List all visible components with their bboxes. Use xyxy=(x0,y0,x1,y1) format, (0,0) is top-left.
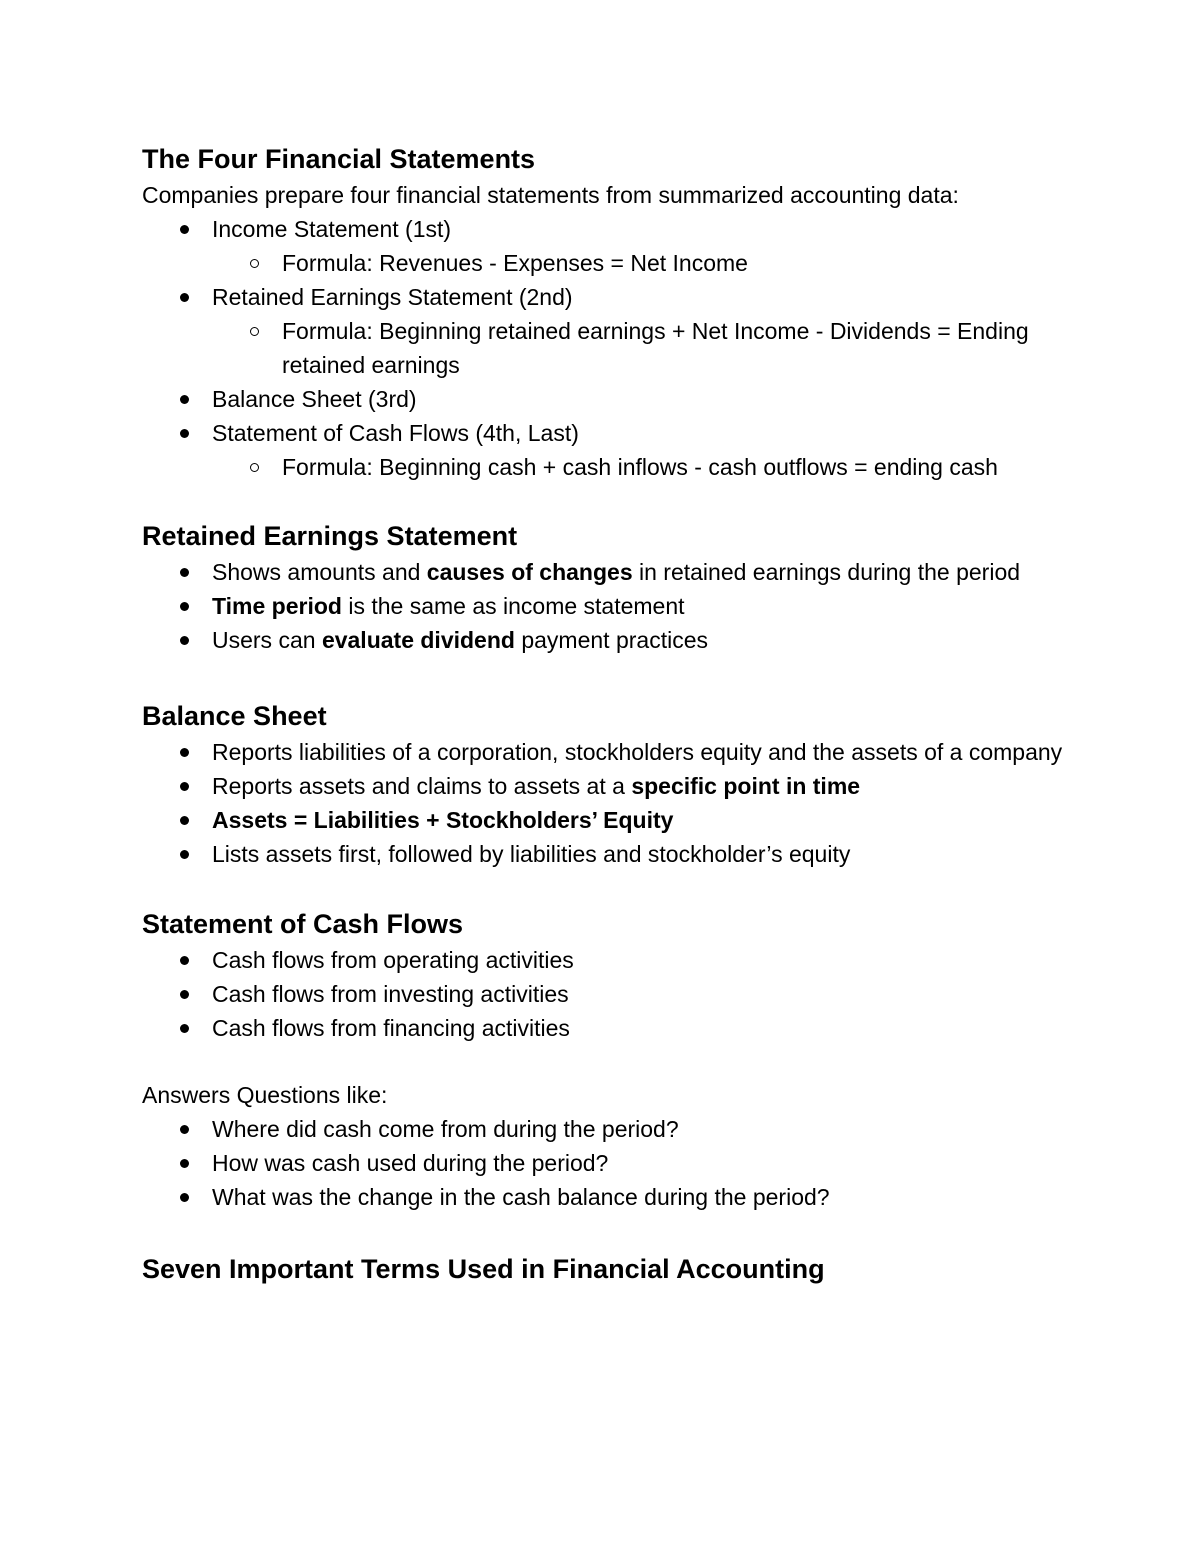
balance-sheet-list xyxy=(142,735,1072,871)
list-item: Cash flows from investing activities xyxy=(142,977,1072,1011)
list-item: Where did cash come from during the period? xyxy=(142,1112,1072,1146)
document-page xyxy=(142,140,1072,1288)
list-item: Balance Sheet (3rd) xyxy=(142,382,1072,416)
list-item: Shows amounts and causes of changes in retained earnings during the period xyxy=(142,555,1072,589)
list-item: Reports assets and claims to assets at a specific point in time xyxy=(142,769,1072,803)
questions-label: Answers Questions like: xyxy=(142,1082,388,1108)
list-item: Users can evaluate dividend payment practices xyxy=(142,623,1072,657)
list-item: Reports liabilities of a corporation, stockholders equity and the assets of a company xyxy=(142,735,1072,769)
list-item: What was the change in the cash balance during the period? xyxy=(142,1180,1072,1214)
sub-list xyxy=(212,314,1072,382)
list-item: Cash flows from operating activities xyxy=(142,943,1072,977)
list-item: Retained Earnings Statement (2nd) Formula: Beginning retained earnings + Net Income - Dividends = Ending retained earnings xyxy=(142,280,1072,382)
list-item: Assets = Liabilities + Stockholders’ Equity xyxy=(142,803,1072,837)
list-item: Cash flows from financing activities xyxy=(142,1011,1072,1045)
sub-list xyxy=(212,450,1072,484)
section-heading-retained-earnings: Retained Earnings Statement xyxy=(142,521,518,551)
list-item: How was cash used during the period? xyxy=(142,1146,1072,1180)
statements-list xyxy=(142,212,1072,484)
list-item: Income Statement (1st) Formula: Revenues - Expenses = Net Income xyxy=(142,212,1072,280)
retained-earnings-list xyxy=(142,555,1072,657)
section-heading-four-statements: The Four Financial Statements xyxy=(142,144,536,174)
list-item: Lists assets first, followed by liabilities and stockholder’s equity xyxy=(142,837,1072,871)
questions-list xyxy=(142,1112,1072,1214)
section-heading-cash-flows: Statement of Cash Flows xyxy=(142,909,464,939)
cash-flows-list xyxy=(142,943,1072,1045)
list-item: Time period is the same as income statement xyxy=(142,589,1072,623)
section-heading-balance-sheet: Balance Sheet xyxy=(142,701,327,731)
list-item: Statement of Cash Flows (4th, Last) Formula: Beginning cash + cash inflows - cash outflows = ending cash xyxy=(142,416,1072,484)
section-heading-seven-terms: Seven Important Terms Used in Financial Accounting xyxy=(142,1254,825,1284)
list-item: Formula: Revenues - Expenses = Net Income xyxy=(212,246,1072,280)
sub-list xyxy=(212,246,1072,280)
list-item: Formula: Beginning retained earnings + Net Income - Dividends = Ending retained earnings xyxy=(212,314,1072,382)
intro-paragraph: Companies prepare four financial statements from summarized accounting data: xyxy=(142,182,959,208)
list-item: Formula: Beginning cash + cash inflows - cash outflows = ending cash xyxy=(212,450,1072,484)
